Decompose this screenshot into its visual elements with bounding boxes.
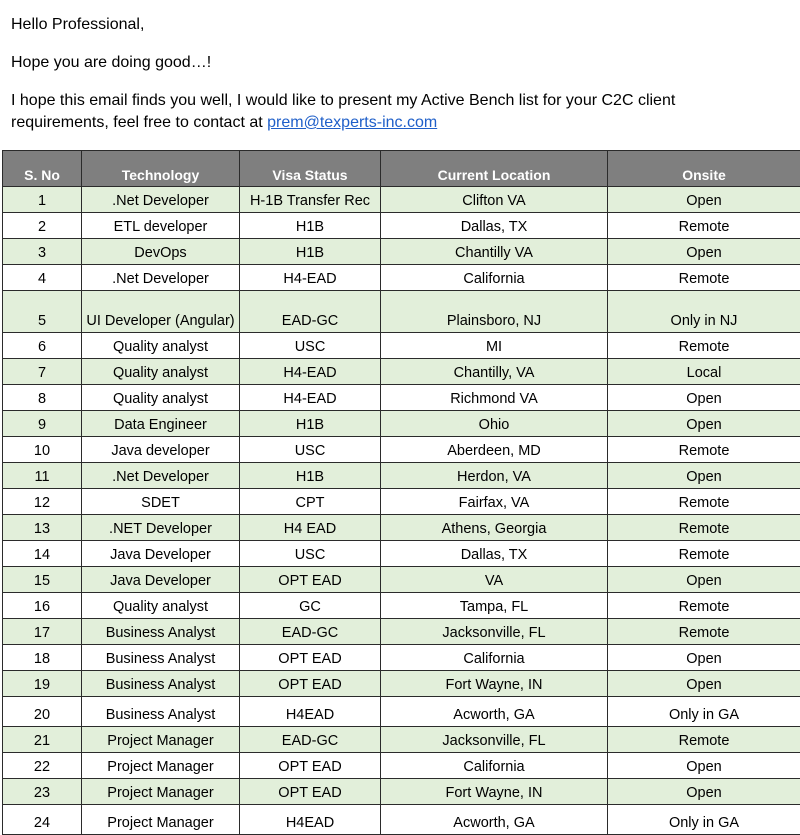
cell-visa-status: H1B (240, 463, 381, 489)
cell-visa-status: USC (240, 437, 381, 463)
cell-sno: 10 (3, 437, 82, 463)
cell-technology: Project Manager (82, 727, 240, 753)
cell-current-location: California (381, 265, 608, 291)
cell-technology: ETL developer (82, 213, 240, 239)
cell-technology: .Net Developer (82, 187, 240, 213)
table-row (3, 385, 800, 411)
intro-paragraph-text: I hope this email finds you well, I would like to present my Active Bench list for your C2C client requirements, feel free to contact at (11, 92, 675, 131)
cell-visa-status: GC (240, 593, 381, 619)
column-header-onsite: Onsite (608, 151, 800, 187)
cell-visa-status: H1B (240, 411, 381, 437)
cell-onsite: Only in GA (608, 805, 800, 835)
cell-technology: UI Developer (Angular) (82, 291, 240, 333)
cell-current-location: Jacksonville, FL (381, 619, 608, 645)
table-row (3, 805, 800, 835)
cell-current-location: Chantilly, VA (381, 359, 608, 385)
cell-onsite: Open (608, 463, 800, 489)
cell-sno: 15 (3, 567, 82, 593)
cell-visa-status: OPT EAD (240, 645, 381, 671)
cell-visa-status: H4EAD (240, 697, 381, 727)
cell-sno: 5 (3, 291, 82, 333)
cell-technology: Java Developer (82, 541, 240, 567)
cell-visa-status: OPT EAD (240, 779, 381, 805)
cell-sno: 4 (3, 265, 82, 291)
cell-visa-status: EAD-GC (240, 291, 381, 333)
cell-onsite: Remote (608, 619, 800, 645)
cell-onsite: Open (608, 753, 800, 779)
cell-technology: Java Developer (82, 567, 240, 593)
cell-onsite: Open (608, 411, 800, 437)
cell-technology: Business Analyst (82, 697, 240, 727)
cell-sno: 22 (3, 753, 82, 779)
table-row (3, 333, 800, 359)
cell-onsite: Local (608, 359, 800, 385)
cell-current-location: Dallas, TX (381, 213, 608, 239)
cell-visa-status: OPT EAD (240, 567, 381, 593)
cell-current-location: Tampa, FL (381, 593, 608, 619)
cell-onsite: Remote (608, 265, 800, 291)
cell-visa-status: CPT (240, 489, 381, 515)
cell-current-location: Acworth, GA (381, 805, 608, 835)
table-row (3, 593, 800, 619)
cell-sno: 14 (3, 541, 82, 567)
table-row (3, 567, 800, 593)
cell-sno: 21 (3, 727, 82, 753)
cell-sno: 7 (3, 359, 82, 385)
column-header-visa-status: Visa Status (240, 151, 381, 187)
cell-current-location: Herdon, VA (381, 463, 608, 489)
cell-visa-status: H4 EAD (240, 515, 381, 541)
cell-current-location: Fort Wayne, IN (381, 779, 608, 805)
table-body (3, 187, 800, 835)
cell-current-location: California (381, 645, 608, 671)
cell-sno: 3 (3, 239, 82, 265)
cell-technology: Project Manager (82, 753, 240, 779)
table-row (3, 213, 800, 239)
cell-technology: Business Analyst (82, 619, 240, 645)
table-row (3, 779, 800, 805)
table-row (3, 645, 800, 671)
cell-current-location: Chantilly VA (381, 239, 608, 265)
cell-sno: 13 (3, 515, 82, 541)
contact-email-link[interactable]: prem@texperts-inc.com (267, 114, 437, 131)
cell-onsite: Open (608, 779, 800, 805)
table-row (3, 411, 800, 437)
table-header-row (3, 151, 800, 187)
cell-onsite: Remote (608, 437, 800, 463)
table-row (3, 753, 800, 779)
cell-onsite: Only in GA (608, 697, 800, 727)
cell-current-location: Plainsboro, NJ (381, 291, 608, 333)
column-header-current-location: Current Location (381, 151, 608, 187)
cell-sno: 17 (3, 619, 82, 645)
table-row (3, 727, 800, 753)
cell-technology: Project Manager (82, 779, 240, 805)
cell-sno: 16 (3, 593, 82, 619)
cell-technology: .Net Developer (82, 463, 240, 489)
intro-paragraph (11, 90, 771, 134)
wellwish-text: Hope you are doing good…! (11, 52, 211, 74)
cell-onsite: Remote (608, 541, 800, 567)
cell-visa-status: H-1B Transfer Rec (240, 187, 381, 213)
cell-current-location: Ohio (381, 411, 608, 437)
cell-visa-status: EAD-GC (240, 727, 381, 753)
cell-current-location: Athens, Georgia (381, 515, 608, 541)
column-header-sno: S. No (3, 151, 82, 187)
cell-visa-status: H4-EAD (240, 385, 381, 411)
cell-sno: 24 (3, 805, 82, 835)
cell-onsite: Open (608, 671, 800, 697)
cell-technology: Business Analyst (82, 671, 240, 697)
cell-onsite: Remote (608, 489, 800, 515)
cell-current-location: Acworth, GA (381, 697, 608, 727)
cell-visa-status: H4-EAD (240, 359, 381, 385)
cell-visa-status: USC (240, 333, 381, 359)
cell-onsite: Remote (608, 515, 800, 541)
bench-list-table (2, 150, 800, 835)
cell-technology: Java developer (82, 437, 240, 463)
cell-visa-status: H1B (240, 239, 381, 265)
table-row (3, 697, 800, 727)
cell-sno: 11 (3, 463, 82, 489)
greeting-text: Hello Professional, (11, 14, 144, 36)
table-row (3, 265, 800, 291)
cell-sno: 23 (3, 779, 82, 805)
cell-sno: 2 (3, 213, 82, 239)
cell-sno: 9 (3, 411, 82, 437)
cell-technology: Data Engineer (82, 411, 240, 437)
cell-onsite: Open (608, 645, 800, 671)
cell-onsite: Remote (608, 593, 800, 619)
cell-onsite: Open (608, 239, 800, 265)
cell-current-location: Jacksonville, FL (381, 727, 608, 753)
table-row (3, 437, 800, 463)
cell-onsite: Remote (608, 727, 800, 753)
cell-current-location: Clifton VA (381, 187, 608, 213)
table-row (3, 187, 800, 213)
cell-technology: Quality analyst (82, 333, 240, 359)
cell-technology: DevOps (82, 239, 240, 265)
table-row (3, 239, 800, 265)
cell-visa-status: H4EAD (240, 805, 381, 835)
cell-current-location: Fairfax, VA (381, 489, 608, 515)
table-row (3, 619, 800, 645)
cell-current-location: Aberdeen, MD (381, 437, 608, 463)
table-row (3, 671, 800, 697)
cell-current-location: Richmond VA (381, 385, 608, 411)
cell-current-location: Fort Wayne, IN (381, 671, 608, 697)
cell-technology: Business Analyst (82, 645, 240, 671)
cell-technology: Quality analyst (82, 359, 240, 385)
cell-onsite: Open (608, 187, 800, 213)
cell-technology: Project Manager (82, 805, 240, 835)
cell-technology: .Net Developer (82, 265, 240, 291)
cell-onsite: Only in NJ (608, 291, 800, 333)
cell-onsite: Remote (608, 333, 800, 359)
cell-sno: 1 (3, 187, 82, 213)
cell-technology: .NET Developer (82, 515, 240, 541)
cell-technology: Quality analyst (82, 385, 240, 411)
cell-sno: 8 (3, 385, 82, 411)
table-row (3, 359, 800, 385)
cell-current-location: MI (381, 333, 608, 359)
cell-current-location: Dallas, TX (381, 541, 608, 567)
cell-current-location: California (381, 753, 608, 779)
cell-visa-status: H1B (240, 213, 381, 239)
table-row (3, 541, 800, 567)
cell-onsite: Open (608, 385, 800, 411)
cell-sno: 6 (3, 333, 82, 359)
cell-onsite: Remote (608, 213, 800, 239)
cell-onsite: Open (608, 567, 800, 593)
cell-visa-status: OPT EAD (240, 671, 381, 697)
cell-sno: 20 (3, 697, 82, 727)
cell-sno: 12 (3, 489, 82, 515)
table-row (3, 489, 800, 515)
cell-visa-status: OPT EAD (240, 753, 381, 779)
cell-sno: 19 (3, 671, 82, 697)
cell-technology: Quality analyst (82, 593, 240, 619)
table-row (3, 463, 800, 489)
column-header-technology: Technology (82, 151, 240, 187)
table-row (3, 291, 800, 333)
cell-visa-status: EAD-GC (240, 619, 381, 645)
cell-technology: SDET (82, 489, 240, 515)
cell-current-location: VA (381, 567, 608, 593)
table-row (3, 515, 800, 541)
cell-visa-status: USC (240, 541, 381, 567)
cell-visa-status: H4-EAD (240, 265, 381, 291)
cell-sno: 18 (3, 645, 82, 671)
